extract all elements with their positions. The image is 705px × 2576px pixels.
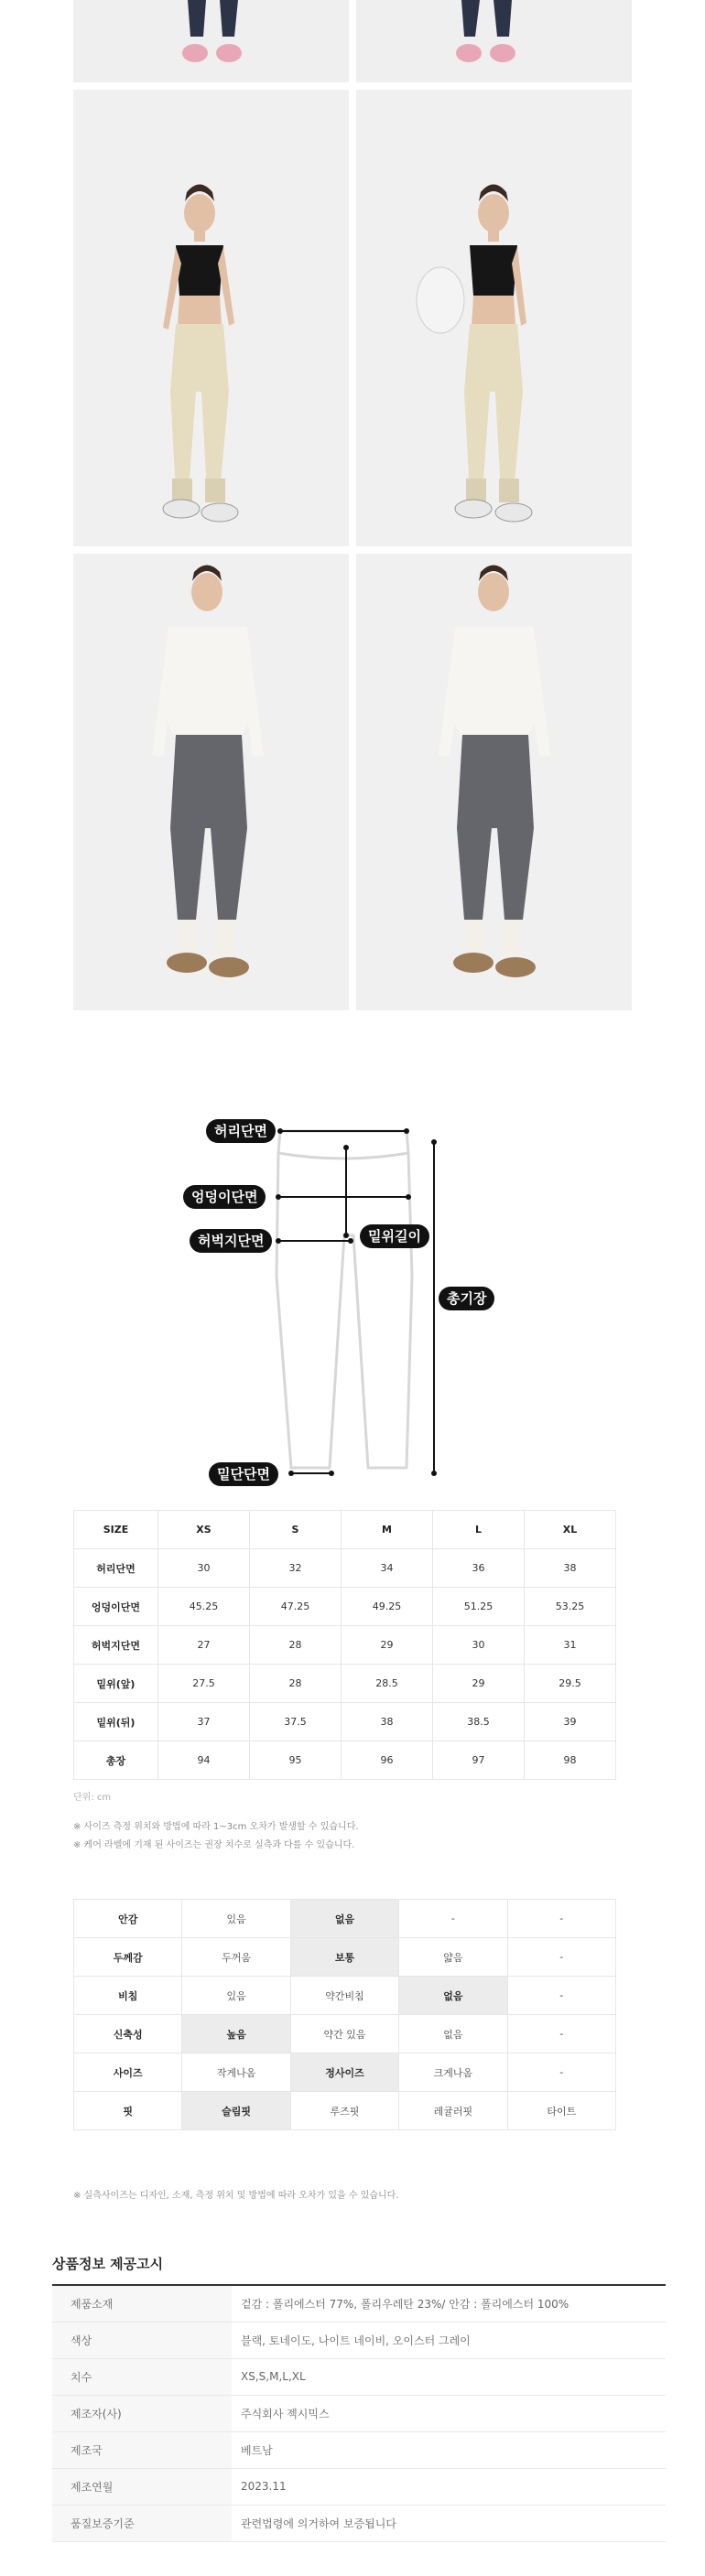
size-diagram — [0, 1098, 705, 1492]
table-cell: 27 — [158, 1626, 250, 1665]
measurement-note: ※ 사이즈 측정 위치와 방법에 따라 1~3cm 오차가 발생할 수 있습니다. — [73, 1822, 359, 1832]
fit-cell: - — [507, 2053, 615, 2092]
table-row — [74, 1626, 616, 1665]
info-row — [52, 2285, 666, 2322]
table-cell: 97 — [433, 1741, 525, 1780]
table-cell: 30 — [158, 1549, 250, 1588]
product-photo-4 — [356, 90, 632, 546]
fit-cell: 얇음 — [399, 1938, 507, 1977]
table-cell: 95 — [250, 1741, 342, 1780]
fit-cell-selected: 없음 — [290, 1900, 398, 1938]
fit-row-label: 안감 — [74, 1900, 182, 1938]
table-cell: 29 — [433, 1665, 525, 1703]
info-value: 2023.11 — [241, 2480, 287, 2493]
size-header-cell: XL — [525, 1511, 616, 1549]
fit-cell: 두꺼움 — [182, 1938, 290, 1977]
info-key: 치수 — [52, 2358, 232, 2395]
fit-cell-selected: 정사이즈 — [290, 2053, 398, 2092]
table-cell: 98 — [525, 1741, 616, 1780]
info-value: 겉감 : 폴리에스터 77%, 폴리우레탄 23%/ 안감 : 폴리에스터 100% — [241, 2297, 569, 2311]
size-header-cell: XS — [158, 1511, 250, 1549]
info-value: 관련법령에 의거하여 보증됩니다 — [241, 2517, 396, 2530]
total-length-label: 총기장 — [439, 1287, 494, 1310]
fit-cell: 있음 — [182, 1977, 290, 2015]
table-cell: 45.25 — [158, 1588, 250, 1626]
care-label-note: ※ 케어 라벨에 기재 된 사이즈는 권장 치수로 실측과 다를 수 있습니다. — [73, 1840, 355, 1850]
product-info-title: 상품정보 제공고시 — [52, 2256, 164, 2272]
fit-cell: 있음 — [182, 1900, 290, 1938]
table-row — [74, 1741, 616, 1780]
table-cell: 38.5 — [433, 1703, 525, 1741]
product-photo-2 — [356, 0, 632, 82]
table-cell: 38 — [525, 1549, 616, 1588]
fit-cell: 크게나옴 — [399, 2053, 507, 2092]
fit-note: ※ 실측사이즈는 디자인, 소재, 측정 위치 및 방법에 따라 오차가 있을 수 있습니다. — [73, 2191, 399, 2201]
table-cell: 34 — [342, 1549, 433, 1588]
unit-note: 단위: cm — [73, 1793, 112, 1803]
table-row — [74, 1703, 616, 1741]
fit-row-label: 핏 — [74, 2092, 182, 2130]
size-header-cell: L — [433, 1511, 525, 1549]
fit-cell: 작게나옴 — [182, 2053, 290, 2092]
table-cell: 96 — [342, 1741, 433, 1780]
fit-cell: - — [507, 1977, 615, 2015]
fit-row — [74, 2092, 616, 2130]
info-key: 제조국 — [52, 2431, 232, 2468]
row-label: 밑위(앞) — [74, 1665, 158, 1703]
waist-label: 허리단면 — [206, 1119, 276, 1143]
fit-cell: 타이트 — [507, 2092, 615, 2130]
table-cell: 37 — [158, 1703, 250, 1741]
fit-cell: - — [507, 1938, 615, 1977]
product-info-table — [52, 2284, 666, 2542]
fit-cell: - — [507, 1900, 615, 1938]
info-value: XS,S,M,L,XL — [241, 2370, 306, 2383]
table-cell: 29.5 — [525, 1665, 616, 1703]
info-row — [52, 2431, 666, 2468]
info-key: 제품소재 — [52, 2285, 232, 2322]
info-row — [52, 2468, 666, 2505]
info-value: 주식회사 젝시믹스 — [241, 2407, 330, 2420]
table-row — [74, 1665, 616, 1703]
table-cell: 28 — [250, 1626, 342, 1665]
product-photo-3 — [73, 90, 349, 546]
fit-cell-selected: 슬림핏 — [182, 2092, 290, 2130]
size-header-cell: S — [250, 1511, 342, 1549]
info-row — [52, 2395, 666, 2431]
info-row — [52, 2322, 666, 2358]
fit-row — [74, 1938, 616, 1977]
size-table-header — [74, 1511, 616, 1549]
info-key: 제조자(사) — [52, 2395, 232, 2431]
fit-row — [74, 1900, 616, 1938]
table-cell: 27.5 — [158, 1665, 250, 1703]
fit-row-label: 사이즈 — [74, 2053, 182, 2092]
table-row — [74, 1549, 616, 1588]
fit-cell-selected: 높음 — [182, 2015, 290, 2053]
row-label: 허리단면 — [74, 1549, 158, 1588]
fit-cell: 레귤러핏 — [399, 2092, 507, 2130]
product-photo-5 — [73, 554, 349, 1010]
info-row — [52, 2505, 666, 2541]
table-cell: 36 — [433, 1549, 525, 1588]
size-header-cell: M — [342, 1511, 433, 1549]
fit-row — [74, 2015, 616, 2053]
table-cell: 51.25 — [433, 1588, 525, 1626]
info-key: 색상 — [52, 2322, 232, 2358]
rise-label: 밑위길이 — [360, 1224, 429, 1248]
hip-label: 엉덩이단면 — [183, 1185, 266, 1209]
info-key: 제조연월 — [52, 2468, 232, 2505]
product-photo-1 — [73, 0, 349, 82]
table-cell: 94 — [158, 1741, 250, 1780]
table-cell: 53.25 — [525, 1588, 616, 1626]
fit-cell: 없음 — [399, 2015, 507, 2053]
fit-row-label: 두께감 — [74, 1938, 182, 1977]
fit-row-label: 비침 — [74, 1977, 182, 2015]
fit-row-label: 신축성 — [74, 2015, 182, 2053]
info-value: 베트남 — [241, 2443, 273, 2457]
table-cell: 28 — [250, 1665, 342, 1703]
table-cell: 47.25 — [250, 1588, 342, 1626]
row-label: 허벅지단면 — [74, 1626, 158, 1665]
fit-table — [73, 1899, 616, 2130]
size-table — [73, 1510, 616, 1780]
table-cell: 37.5 — [250, 1703, 342, 1741]
fit-cell-selected: 보통 — [290, 1938, 398, 1977]
table-cell: 31 — [525, 1626, 616, 1665]
table-cell: 29 — [342, 1626, 433, 1665]
table-cell: 28.5 — [342, 1665, 433, 1703]
table-cell: 49.25 — [342, 1588, 433, 1626]
info-row — [52, 2358, 666, 2395]
table-cell: 38 — [342, 1703, 433, 1741]
size-header-cell: SIZE — [74, 1511, 158, 1549]
info-value: 블랙, 토네이도, 나이트 네이비, 오이스터 그레이 — [241, 2333, 471, 2347]
fit-cell: - — [399, 1900, 507, 1938]
info-key: 품질보증기준 — [52, 2505, 232, 2541]
fit-cell: - — [507, 2015, 615, 2053]
product-photo-6 — [356, 554, 632, 1010]
thigh-label: 허벅지단면 — [190, 1229, 272, 1253]
table-cell: 39 — [525, 1703, 616, 1741]
row-label: 엉덩이단면 — [74, 1588, 158, 1626]
table-row — [74, 1588, 616, 1626]
fit-cell: 루즈핏 — [290, 2092, 398, 2130]
row-label: 밑위(뒤) — [74, 1703, 158, 1741]
table-cell: 32 — [250, 1549, 342, 1588]
fit-cell-selected: 없음 — [399, 1977, 507, 2015]
table-cell: 30 — [433, 1626, 525, 1665]
row-label: 총장 — [74, 1741, 158, 1780]
fit-row — [74, 2053, 616, 2092]
fit-cell: 약간 있음 — [290, 2015, 398, 2053]
fit-cell: 약간비침 — [290, 1977, 398, 2015]
pants-outline — [0, 1098, 705, 1492]
hem-label: 밑단단면 — [209, 1462, 278, 1486]
fit-row — [74, 1977, 616, 2015]
